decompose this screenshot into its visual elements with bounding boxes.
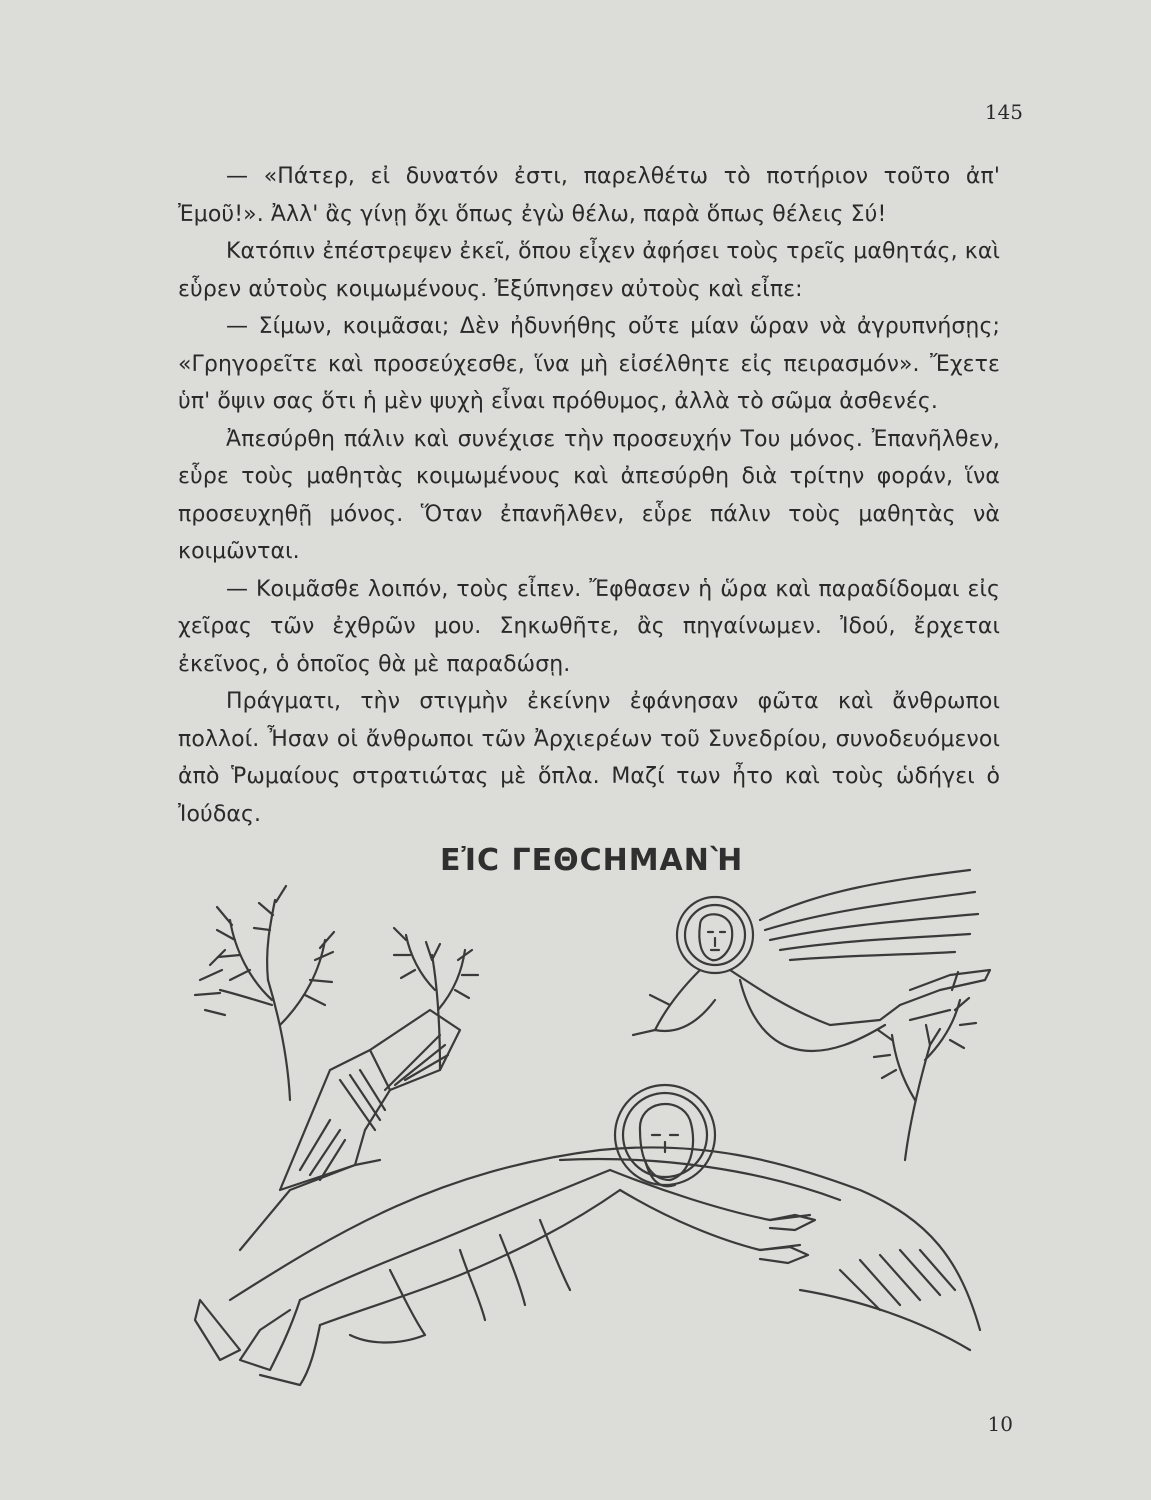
ground-mound [230,1147,980,1330]
angel-figure [633,870,990,1051]
left-rocks [240,1010,460,1250]
paragraph: — «Πάτερ, εἰ δυνατόν ἐστι, παρελθέτω τὸ ποτήριον τοῦτο ἀπ' Ἐμοῦ!». Ἀλλ' ἂς γίνῃ ὄχι ὅπως ἐγὼ θέλω, παρὰ ὅπως θέλεις Σύ! [178,164,1000,227]
illustration-caption: ΕἸC ΓΕΘCΗΜΑΝῊ [440,843,744,878]
paragraph: — Κοιμᾶσθε λοιπόν, τοὺς εἶπεν. Ἔφθασεν ἡ ὥρα καὶ παραδίδομαι εἰς χεῖρας τῶν ἐχθρῶν μου. Σηκωθῆτε, ἂς πηγαίνωμεν. Ἰδού, ἔρχεται ἐκεῖνος, ὁ ὁποῖος θὰ μὲ παραδώσῃ. [178,576,1000,677]
paragraph: Ἀπεσύρθη πάλιν καὶ συνέχισε τὴν προσευχήν Του μόνος. Ἐπανῆλθεν, εὗρε τοὺς μαθητὰς κοιμωμένους καὶ ἀπεσύρθη διὰ τρίτην φοράν, ἵνα προσευχηθῇ μόνος. Ὅταν ἐπανῆλθεν, εὗρε πάλιν τοὺς μαθητὰς νὰ κοιμῶνται. [178,426,1000,564]
paragraph: — Σίμων, κοιμᾶσαι; Δὲν ἠδυνήθης οὔτε μίαν ὥραν νὰ ἀγρυπνήσῃς; «Γρηγορεῖτε καὶ προσεύχεσθε, ἵνα μὴ εἰσέλθητε εἰς πειρασμόν». Ἔχετε ὑπ' ὄψιν σας ὅτι ἡ μὲν ψυχὴ εἶναι πρόθυμος, ἀλλὰ τὸ σῶμα ἀσθενές. [178,314,1000,414]
middle-olive-tree [394,928,478,1070]
christ-figure [195,1085,815,1385]
gethsemane-illustration [140,830,1020,1400]
left-olive-tree [195,886,334,1100]
right-olive-tree [874,972,976,1160]
page-number-bottom: 10 [987,1412,1013,1436]
paragraph: Πράγματι, τὴν στιγμὴν ἐκείνην ἐφάνησαν φῶτα καὶ ἄνθρωποι πολλοί. Ἦσαν οἱ ἄνθρωποι τῶν Ἀρχιερέων τοῦ Συνεδρίου, συνοδευόμενοι ἀπὸ Ῥωμαίους στρατιώτας μὲ ὅπλα. Μαζί των ἦτο καὶ τοὺς ὡδήγει ὁ Ἰούδας. [178,689,1000,827]
page-number-top: 145 [984,100,1023,124]
body-text [178,158,1000,833]
paragraph: Κατόπιν ἐπέστρεψεν ἐκεῖ, ὅπου εἶχεν ἀφήσει τοὺς τρεῖς μαθητάς, καὶ εὗρεν αὐτοὺς κοιμωμένους. Ἐξύπνησεν αὐτοὺς καὶ εἶπε: [178,239,1000,302]
illustration-drawing [140,830,1020,1400]
